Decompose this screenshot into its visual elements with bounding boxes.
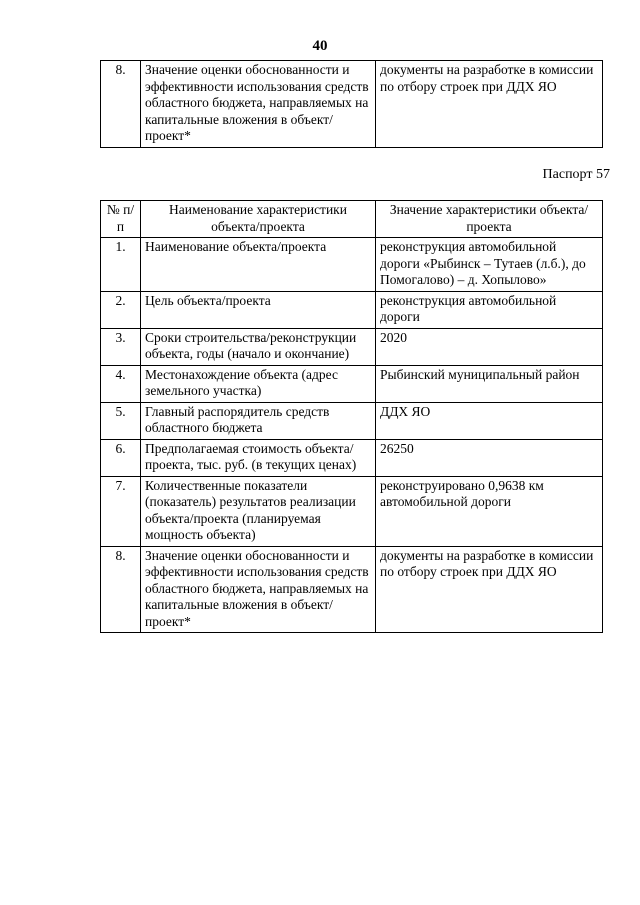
characteristic-value: реконструкция автомобильной дороги: [376, 291, 603, 328]
passport-title: Паспорт 57: [542, 167, 610, 182]
page-number: 40: [312, 38, 328, 54]
table-row: [101, 238, 603, 292]
characteristic-name: Количественные показатели (показатель) результатов реализации объекта/проекта (планируемая мощность объекта): [141, 476, 376, 546]
characteristic-name: Главный распорядитель средств областного бюджета: [141, 402, 376, 439]
characteristic-value: документы на разработке в комиссии по отбору строек при ДДХ ЯО: [376, 61, 603, 148]
characteristic-value: 26250: [376, 439, 603, 476]
characteristic-value: 2020: [376, 328, 603, 365]
row-number: 4.: [101, 365, 141, 402]
row-number: 7.: [101, 476, 141, 546]
row-number: 1.: [101, 238, 141, 292]
row-number: 8.: [101, 546, 141, 633]
characteristic-name: Наименование объекта/проекта: [141, 238, 376, 292]
table-row: [101, 546, 603, 633]
table-row: [101, 61, 603, 148]
table-row: [101, 402, 603, 439]
table-row: [101, 476, 603, 546]
characteristic-value: документы на разработке в комиссии по отбору строек при ДДХ ЯО: [376, 546, 603, 633]
row-number: 6.: [101, 439, 141, 476]
header-number: № п/п: [101, 201, 141, 238]
row-number: 5.: [101, 402, 141, 439]
row-number: 8.: [101, 61, 141, 148]
table-row: [101, 291, 603, 328]
table-row: [101, 439, 603, 476]
characteristic-name: Цель объекта/проекта: [141, 291, 376, 328]
header-value: Значение характеристики объекта/проекта: [376, 201, 603, 238]
characteristic-name: Сроки строительства/реконструкции объекта, годы (начало и окончание): [141, 328, 376, 365]
characteristic-value: реконструкция автомобильной дороги «Рыбинск – Тутаев (л.б.), до Помогалово) – д. Хопылово»: [376, 238, 603, 292]
characteristic-value: реконструировано 0,9638 км автомобильной дороги: [376, 476, 603, 546]
characteristic-name: Значение оценки обоснованности и эффективности использования средств областного бюджета, направляемых на капитальные вложения в объект/проект*: [141, 61, 376, 148]
table-row: [101, 328, 603, 365]
characteristic-name: Предполагаемая стоимость объекта/проекта, тыс. руб. (в текущих ценах): [141, 439, 376, 476]
header-name: Наименование характеристики объекта/проекта: [141, 201, 376, 238]
table-header-row: [101, 201, 603, 238]
continuation-table: [100, 60, 603, 148]
passport-table: [100, 200, 603, 633]
row-number: 3.: [101, 328, 141, 365]
characteristic-value: ДДХ ЯО: [376, 402, 603, 439]
table-row: [101, 365, 603, 402]
characteristic-name: Местонахождение объекта (адрес земельного участка): [141, 365, 376, 402]
characteristic-value: Рыбинский муниципальный район: [376, 365, 603, 402]
characteristic-name: Значение оценки обоснованности и эффективности использования средств областного бюджета, направляемых на капитальные вложения в объект/проект*: [141, 546, 376, 633]
row-number: 2.: [101, 291, 141, 328]
